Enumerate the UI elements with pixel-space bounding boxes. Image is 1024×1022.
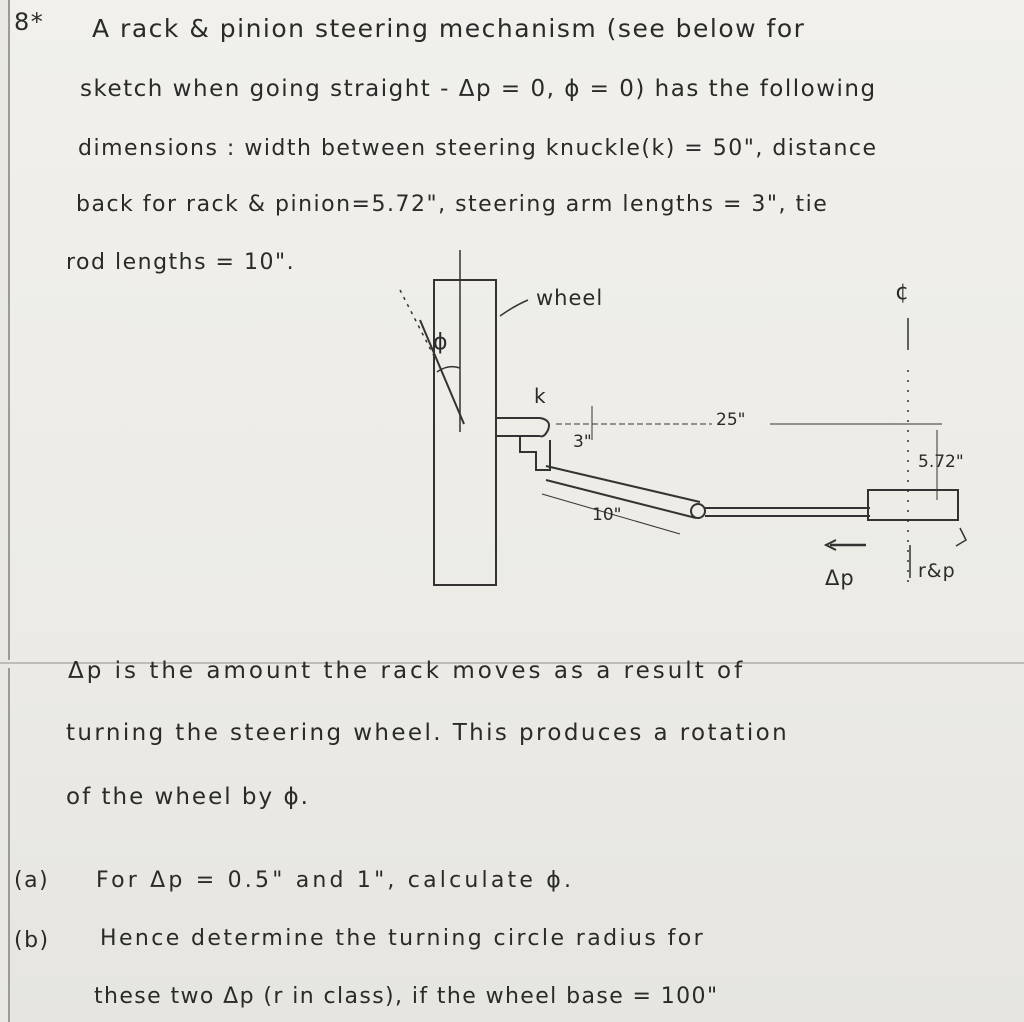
tie-rod-joint [691,504,705,518]
problem-line-2: sketch when going straight - Δp = 0, ϕ = 0) has the following [80,76,877,102]
problem-line-5: rod lengths = 10". [66,250,296,275]
problem-line-3: dimensions : width between steering knuckle(k) = 50", distance [78,136,878,161]
knuckle-label: k [534,384,547,408]
question-b-line-2: these two Δp (r in class), if the wheel base = 100" [94,984,719,1009]
problem-line-4: back for rack & pinion=5.72", steering arm lengths = 3", tie [76,192,829,217]
wheel-rect [434,280,496,585]
explanation-line-1: Δp is the amount the rack moves as a result of [68,658,746,684]
explanation-line-3: of the wheel by ϕ. [66,784,310,810]
problem-line-1: A rack & pinion steering mechanism (see below for [92,14,806,43]
question-a-label: (a) [14,868,50,893]
rp-label: r&p [918,560,956,582]
steering-arm [520,436,550,470]
problem-number: 8* [14,8,45,36]
explanation-line-2: turning the steering wheel. This produces a rotation [66,720,790,746]
knuckle [540,418,549,436]
question-b-label: (b) [14,928,50,953]
dim-3-label: 3" [573,432,592,452]
dim-25-label: 25" [716,410,746,430]
dim-572-label: 5.72" [918,452,964,472]
dim-10-label: 10" [592,505,622,525]
phi-label: ϕ [433,330,449,355]
question-a-text: For Δp = 0.5" and 1", calculate ϕ. [96,868,575,893]
centerline-label: ¢ [895,280,910,305]
rack-housing [868,490,958,520]
tie-rod-top [546,466,700,502]
wheel-label: wheel [536,286,604,310]
tilted-dotted-line [400,290,436,360]
question-b-line-1: Hence determine the turning circle radius for [100,926,706,951]
wheel-leader [500,300,528,316]
rp-arrow [956,528,966,546]
dp-label: Δp [825,566,855,590]
